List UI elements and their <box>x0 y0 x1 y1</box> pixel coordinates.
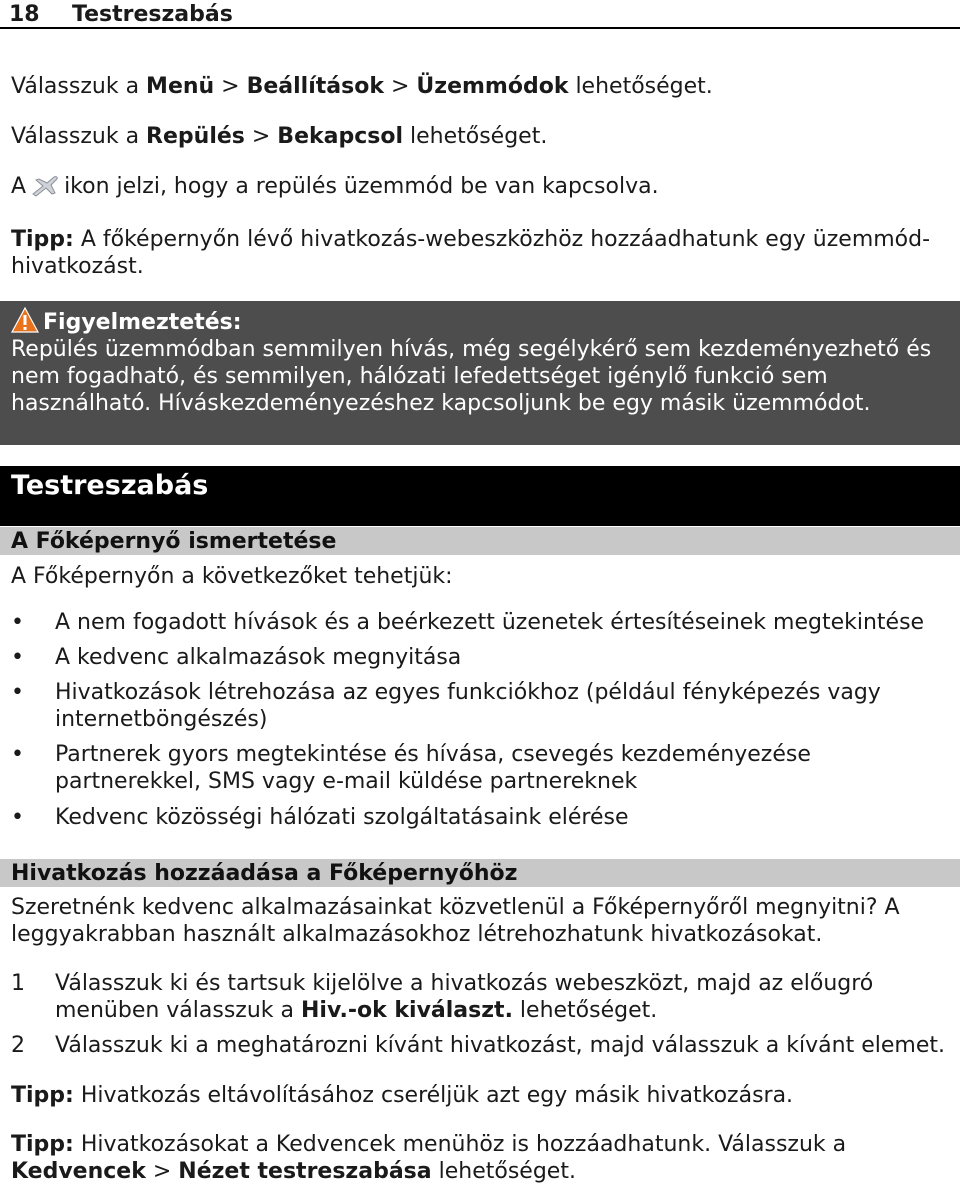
step-number: 1 <box>11 971 25 996</box>
bullet: • <box>11 805 24 830</box>
step-number: 2 <box>11 1033 25 1058</box>
menu-option: Hiv.-ok kiválaszt. <box>301 998 513 1023</box>
shortcut-intro: Szeretnénk kedvenc alkalmazásainkat közvetlenül a Főképernyőről megnyitni? A leggyakrabban használt alkalmazásokhoz létrehozhatunk hivatkozásokat. <box>11 895 900 947</box>
bullet: • <box>11 680 24 705</box>
tip-text: A főképernyőn lévő hivatkozás-webeszközhöz hozzáadhatunk egy üzemmód-hivatkozást. <box>11 227 931 279</box>
subsection-heading-home-screen <box>0 527 960 555</box>
text: lehetőséget. <box>512 998 658 1023</box>
separator: > <box>244 124 278 149</box>
flight-icon-note <box>11 173 659 200</box>
bullet: • <box>11 645 24 670</box>
text: Válasszuk a <box>11 74 147 99</box>
text: A <box>11 174 27 199</box>
tip-label: Tipp: <box>11 1083 74 1108</box>
home-screen-intro: A Főképernyőn a következőket tehetjük: <box>11 564 453 589</box>
text: lehetőséget. <box>431 1159 576 1184</box>
page-number: 18 <box>9 2 40 27</box>
tip-text: Hivatkozásokat a Kedvencek menühöz is hozzáadhatunk. Válasszuk a <box>73 1132 847 1157</box>
section-title: Testreszabás <box>11 470 209 501</box>
menu-path-settings: Beállítások <box>246 74 384 99</box>
tip-shortcut-widget <box>11 226 951 280</box>
text: Válasszuk ki és tartsuk kijelölve a hivatkozás webeszközt, majd az előugró menüben válasszuk a <box>55 971 874 1023</box>
list-item-text: Hivatkozások létrehozása az egyes funkciókhoz (például fényképezés vagy internetböngészés) <box>55 680 881 732</box>
tip-label: Tipp: <box>11 227 74 252</box>
menu-path-flight: Repülés <box>146 124 245 149</box>
text: Válasszuk a <box>11 124 147 149</box>
tip-remove-shortcut <box>11 1082 951 1109</box>
warning-body: Repülés üzemmódban semmilyen hívás, még segélykérő sem kezdeményezhető és nem fogadható, és semmilyen, hálózati lefedettséget igénylő funkció sem használható. Híváskezdeményezéshez kapcsoljunk be egy másik üzemmódot. <box>11 337 932 416</box>
text: lehetőséget. <box>568 74 713 99</box>
warning-box <box>0 301 960 445</box>
tip-favorites <box>11 1131 951 1185</box>
warning-title-row <box>11 307 950 336</box>
warning-icon <box>11 307 39 333</box>
menu-path-customize-view: Nézet testreszabása <box>178 1159 432 1184</box>
chapter-title: Testreszabás <box>72 2 233 27</box>
subsection-title: A Főképernyő ismertetése <box>11 529 337 554</box>
list-item-text: A nem fogadott hívások és a beérkezett üzenetek értesítéseinek megtekintése <box>55 610 925 635</box>
text: lehetőséget. <box>403 124 548 149</box>
separator: > <box>145 1159 179 1184</box>
list-item-text: A kedvenc alkalmazások megnyitása <box>55 645 462 670</box>
menu-path-modes: Üzemmódok <box>416 74 569 99</box>
step-text <box>55 970 950 1024</box>
list-item-text: Kedvenc közösségi hálózati szolgáltatásaink elérése <box>55 805 629 830</box>
section-header <box>0 466 960 526</box>
airplane-icon <box>30 175 60 197</box>
menu-path-favorites: Kedvencek <box>11 1159 146 1184</box>
text: ikon jelzi, hogy a repülés üzemmód be van kapcsolva. <box>64 174 659 199</box>
tip-label: Tipp: <box>11 1132 74 1157</box>
page-header <box>0 0 960 29</box>
menu-path-on: Bekapcsol <box>277 124 404 149</box>
step-text: Válasszuk ki a meghatározni kívánt hivatkozást, majd válasszuk a kívánt elemet. <box>55 1033 945 1058</box>
instruction-modes <box>11 73 713 100</box>
warning-title: Figyelmeztetés: <box>43 310 242 335</box>
tip-text: Hivatkozás eltávolításához cseréljük azt egy másik hivatkozásra. <box>73 1083 794 1108</box>
bullet: • <box>11 610 24 635</box>
subsection-heading-shortcut <box>0 859 960 887</box>
separator: > <box>214 74 247 99</box>
subsection-title: Hivatkozás hozzáadása a Főképernyőhöz <box>11 861 518 886</box>
bullet: • <box>11 742 24 767</box>
separator: > <box>383 74 417 99</box>
instruction-flight <box>11 123 547 150</box>
list-item-text: Partnerek gyors megtekintése és hívása, csevegés kezdeményezése partnerekkel, SMS vagy e-mail küldése partnereknek <box>55 742 811 794</box>
menu-path-menu: Menü <box>146 74 215 99</box>
